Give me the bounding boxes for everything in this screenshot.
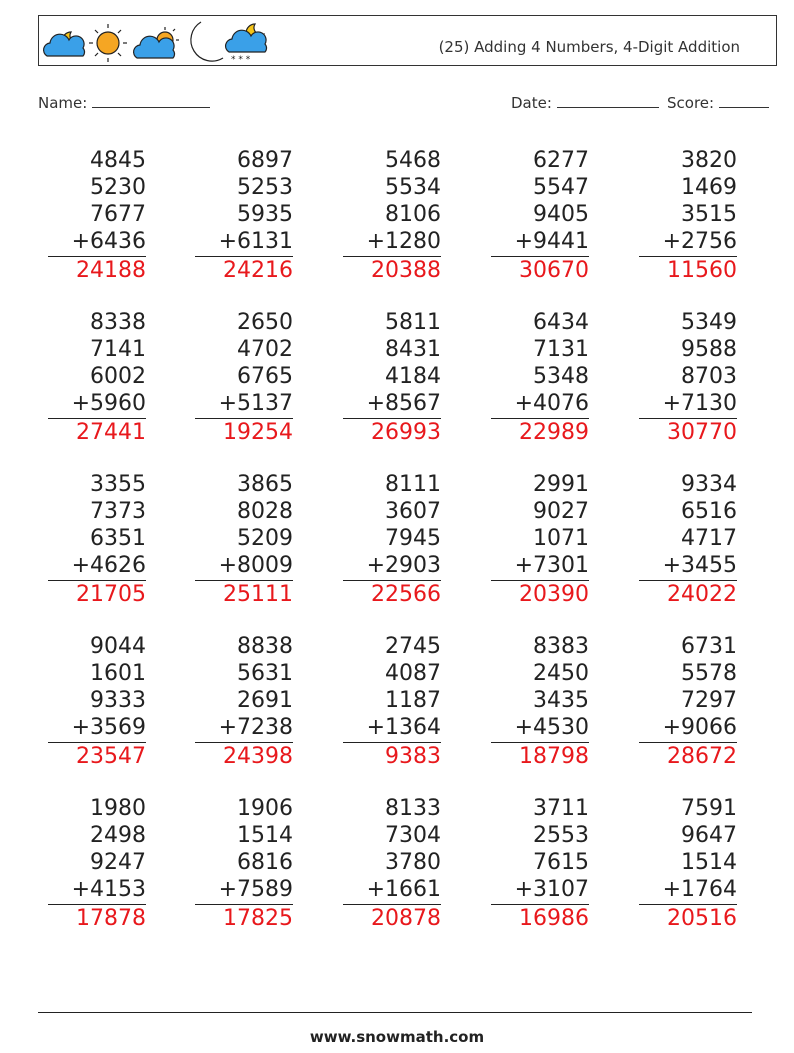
addend: 3515 bbox=[681, 202, 737, 227]
addition-problem bbox=[26, 795, 146, 933]
cloud-sun-icon bbox=[134, 27, 179, 58]
addend: 5253 bbox=[237, 175, 293, 200]
addend: 7131 bbox=[533, 337, 589, 362]
addend: +3569 bbox=[71, 715, 146, 740]
name-blank[interactable] bbox=[92, 93, 210, 108]
addition-problem bbox=[469, 795, 589, 933]
answer: 26993 bbox=[371, 420, 441, 445]
cloud-moon-stars-icon bbox=[226, 24, 267, 64]
score-blank[interactable] bbox=[719, 93, 769, 108]
addend: 8338 bbox=[90, 310, 146, 335]
addition-problem bbox=[26, 309, 146, 447]
addend: 1071 bbox=[533, 526, 589, 551]
addend: 8383 bbox=[533, 634, 589, 659]
addition-problem bbox=[321, 147, 441, 285]
addend: 2553 bbox=[533, 823, 589, 848]
addend: 5811 bbox=[385, 310, 441, 335]
addend: 9405 bbox=[533, 202, 589, 227]
addition-problem bbox=[321, 633, 441, 771]
addend: 9588 bbox=[681, 337, 737, 362]
addition-problem bbox=[173, 795, 293, 933]
addition-problem bbox=[617, 633, 737, 771]
addend: +1364 bbox=[366, 715, 441, 740]
addition-problem bbox=[321, 471, 441, 609]
addend: 1469 bbox=[681, 175, 737, 200]
addend: 2450 bbox=[533, 661, 589, 686]
addend: +3455 bbox=[662, 553, 737, 578]
answer: 20878 bbox=[371, 906, 441, 931]
addend: 1514 bbox=[237, 823, 293, 848]
addend: 5547 bbox=[533, 175, 589, 200]
score-label: Score: bbox=[667, 94, 715, 112]
answer: 24188 bbox=[76, 258, 146, 283]
addend: +5137 bbox=[218, 391, 293, 416]
addend: 6516 bbox=[681, 499, 737, 524]
addend: +4153 bbox=[71, 877, 146, 902]
addend: 2745 bbox=[385, 634, 441, 659]
addend: 3711 bbox=[533, 796, 589, 821]
addend: 5631 bbox=[237, 661, 293, 686]
addend: 7141 bbox=[90, 337, 146, 362]
addend: 1514 bbox=[681, 850, 737, 875]
addition-problem bbox=[173, 633, 293, 771]
addend: 5348 bbox=[533, 364, 589, 389]
addend: 8703 bbox=[681, 364, 737, 389]
addend: +4076 bbox=[514, 391, 589, 416]
addend: 4184 bbox=[385, 364, 441, 389]
addition-problem bbox=[173, 309, 293, 447]
addition-problem bbox=[617, 471, 737, 609]
addend: 4702 bbox=[237, 337, 293, 362]
addend: 8838 bbox=[237, 634, 293, 659]
addend: +1280 bbox=[366, 229, 441, 254]
addend: 6765 bbox=[237, 364, 293, 389]
addend: 4845 bbox=[90, 148, 146, 173]
addition-problem bbox=[321, 795, 441, 933]
addend: +8567 bbox=[366, 391, 441, 416]
addend: +6436 bbox=[71, 229, 146, 254]
score-field bbox=[667, 93, 769, 112]
addition-problem bbox=[469, 633, 589, 771]
addition-problem bbox=[321, 309, 441, 447]
addend: 8431 bbox=[385, 337, 441, 362]
addend: +3107 bbox=[514, 877, 589, 902]
answer: 20390 bbox=[519, 582, 589, 607]
addend: 9044 bbox=[90, 634, 146, 659]
addend: +5960 bbox=[71, 391, 146, 416]
addend: 6277 bbox=[533, 148, 589, 173]
answer: 20388 bbox=[371, 258, 441, 283]
addend: +9441 bbox=[514, 229, 589, 254]
addition-problem bbox=[469, 147, 589, 285]
answer: 22566 bbox=[371, 582, 441, 607]
footer-divider bbox=[38, 1012, 752, 1013]
addend: +7301 bbox=[514, 553, 589, 578]
addend: 6816 bbox=[237, 850, 293, 875]
addend: +9066 bbox=[662, 715, 737, 740]
weather-icons bbox=[41, 18, 271, 64]
addend: 5209 bbox=[237, 526, 293, 551]
addend: 2991 bbox=[533, 472, 589, 497]
addition-problem bbox=[26, 633, 146, 771]
addend: 3865 bbox=[237, 472, 293, 497]
addend: 2691 bbox=[237, 688, 293, 713]
addend: 5468 bbox=[385, 148, 441, 173]
addend: 1906 bbox=[237, 796, 293, 821]
addend: 7945 bbox=[385, 526, 441, 551]
svg-text:* * *: * * * bbox=[231, 55, 251, 64]
answer: 17825 bbox=[223, 906, 293, 931]
answer: 25111 bbox=[223, 582, 293, 607]
answer: 22989 bbox=[519, 420, 589, 445]
addend: 9647 bbox=[681, 823, 737, 848]
addition-problem bbox=[26, 471, 146, 609]
addend: 7615 bbox=[533, 850, 589, 875]
date-label: Date: bbox=[511, 94, 552, 112]
answer: 27441 bbox=[76, 420, 146, 445]
addend: +8009 bbox=[218, 553, 293, 578]
date-field bbox=[511, 93, 659, 112]
addend: 5578 bbox=[681, 661, 737, 686]
addend: +2903 bbox=[366, 553, 441, 578]
addend: +7238 bbox=[218, 715, 293, 740]
answer: 21705 bbox=[76, 582, 146, 607]
addend: 7591 bbox=[681, 796, 737, 821]
moon-icon bbox=[191, 22, 223, 61]
name-field bbox=[38, 93, 210, 112]
addend: 8133 bbox=[385, 796, 441, 821]
answer: 19254 bbox=[223, 420, 293, 445]
addend: 8028 bbox=[237, 499, 293, 524]
answer: 24022 bbox=[667, 582, 737, 607]
name-label: Name: bbox=[38, 94, 88, 112]
answer: 20516 bbox=[667, 906, 737, 931]
addend: 7373 bbox=[90, 499, 146, 524]
answer: 24398 bbox=[223, 744, 293, 769]
addend: 3780 bbox=[385, 850, 441, 875]
addition-problem bbox=[617, 147, 737, 285]
sun-icon bbox=[89, 24, 127, 62]
addition-problem bbox=[469, 471, 589, 609]
addend: 7304 bbox=[385, 823, 441, 848]
addend: 6351 bbox=[90, 526, 146, 551]
addend: 6002 bbox=[90, 364, 146, 389]
addend: 3820 bbox=[681, 148, 737, 173]
answer: 30670 bbox=[519, 258, 589, 283]
answer: 23547 bbox=[76, 744, 146, 769]
answer: 17878 bbox=[76, 906, 146, 931]
addend: +7130 bbox=[662, 391, 737, 416]
addend: 6434 bbox=[533, 310, 589, 335]
addend: +6131 bbox=[218, 229, 293, 254]
addition-problem bbox=[469, 309, 589, 447]
addend: +1764 bbox=[662, 877, 737, 902]
addend: +4530 bbox=[514, 715, 589, 740]
addend: 9334 bbox=[681, 472, 737, 497]
answer: 9383 bbox=[385, 744, 441, 769]
answer: 18798 bbox=[519, 744, 589, 769]
addend: 8111 bbox=[385, 472, 441, 497]
addend: 2650 bbox=[237, 310, 293, 335]
addition-problem bbox=[173, 147, 293, 285]
addend: 9247 bbox=[90, 850, 146, 875]
worksheet-title: (25) Adding 4 Numbers, 4-Digit Addition bbox=[438, 38, 740, 56]
answer: 24216 bbox=[223, 258, 293, 283]
answer: 16986 bbox=[519, 906, 589, 931]
addend: 1980 bbox=[90, 796, 146, 821]
addend: 3355 bbox=[90, 472, 146, 497]
addend: 3607 bbox=[385, 499, 441, 524]
addend: 6731 bbox=[681, 634, 737, 659]
addend: 5349 bbox=[681, 310, 737, 335]
addend: +7589 bbox=[218, 877, 293, 902]
addend: 7677 bbox=[90, 202, 146, 227]
addend: +1661 bbox=[366, 877, 441, 902]
addend: 5534 bbox=[385, 175, 441, 200]
addend: 9333 bbox=[90, 688, 146, 713]
addition-problem bbox=[617, 795, 737, 933]
addend: 9027 bbox=[533, 499, 589, 524]
addend: 5230 bbox=[90, 175, 146, 200]
addend: 7297 bbox=[681, 688, 737, 713]
addend: +2756 bbox=[662, 229, 737, 254]
addition-problem bbox=[617, 309, 737, 447]
addend: 4717 bbox=[681, 526, 737, 551]
addend: 5935 bbox=[237, 202, 293, 227]
addend: +4626 bbox=[71, 553, 146, 578]
addition-problem bbox=[173, 471, 293, 609]
answer: 28672 bbox=[667, 744, 737, 769]
footer-site: www.snowmath.com bbox=[309, 1028, 485, 1046]
date-blank[interactable] bbox=[557, 93, 659, 108]
worksheet-header bbox=[38, 15, 777, 66]
addend: 8106 bbox=[385, 202, 441, 227]
answer: 11560 bbox=[667, 258, 737, 283]
addend: 3435 bbox=[533, 688, 589, 713]
addend: 2498 bbox=[90, 823, 146, 848]
addend: 1601 bbox=[90, 661, 146, 686]
addition-problem bbox=[26, 147, 146, 285]
cloud-moon-icon bbox=[44, 32, 85, 56]
addend: 4087 bbox=[385, 661, 441, 686]
addend: 1187 bbox=[385, 688, 441, 713]
answer: 30770 bbox=[667, 420, 737, 445]
addend: 6897 bbox=[237, 148, 293, 173]
